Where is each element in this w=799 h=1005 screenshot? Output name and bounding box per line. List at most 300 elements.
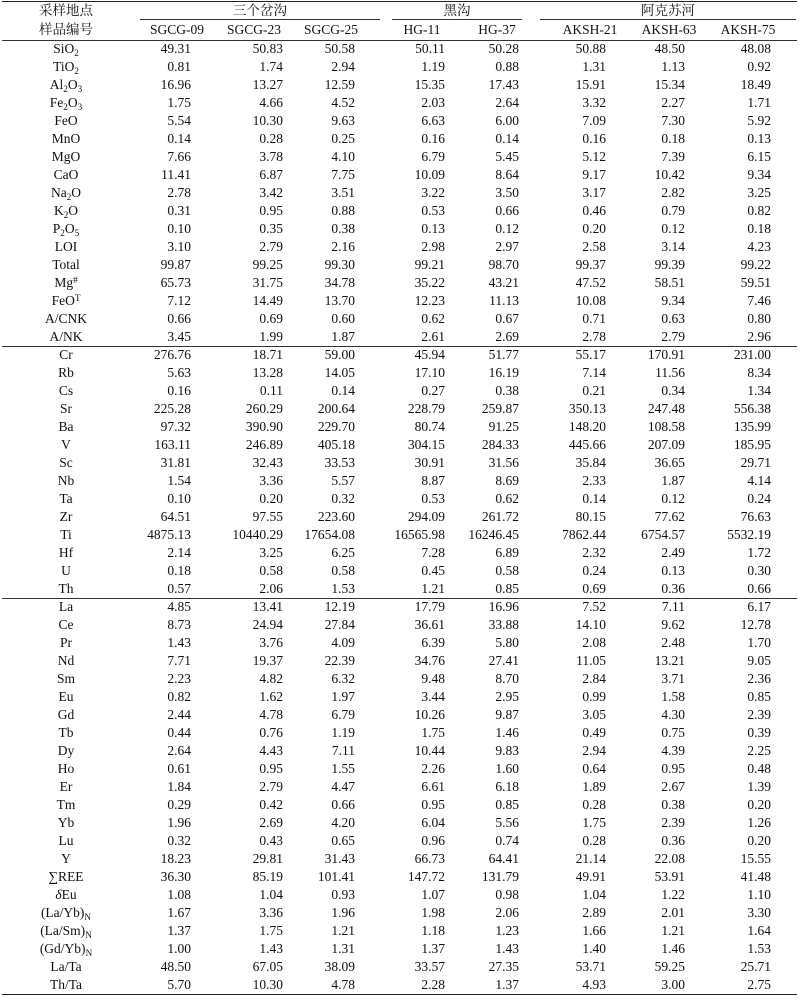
label-text: Nd xyxy=(57,653,75,668)
value-cell: 3.50 xyxy=(495,185,519,200)
label-text: A/NK xyxy=(49,329,83,344)
value-cell: 261.72 xyxy=(481,509,519,524)
value-cell: 80.15 xyxy=(575,509,606,524)
value-cell: 21.14 xyxy=(575,851,606,866)
value-cell: 2.96 xyxy=(747,329,771,344)
value-cell: 0.63 xyxy=(661,311,685,326)
value-cell: 0.20 xyxy=(582,221,606,236)
value-cell: 1.43 xyxy=(495,941,519,956)
value-cell: 207.09 xyxy=(647,437,685,452)
value-cell: 6.15 xyxy=(747,149,771,164)
value-cell: 101.41 xyxy=(317,869,355,884)
label-superscript: # xyxy=(73,274,78,285)
table-row xyxy=(2,634,797,652)
table-row xyxy=(2,346,797,364)
value-cell: 163.11 xyxy=(154,437,191,452)
value-cell: 25.71 xyxy=(740,959,771,974)
value-cell: 1.19 xyxy=(331,725,355,740)
value-cell: 17.10 xyxy=(414,365,445,380)
value-cell: 16565.98 xyxy=(394,527,445,542)
value-cell: 1.53 xyxy=(747,941,771,956)
table-row xyxy=(2,544,797,562)
table-row xyxy=(2,382,797,400)
value-cell: 97.55 xyxy=(252,509,283,524)
label-text: Eu xyxy=(58,689,74,704)
label-text: Sm xyxy=(56,671,75,686)
label-text: Sc xyxy=(59,455,73,470)
value-cell: 9.87 xyxy=(495,707,519,722)
value-cell: 0.95 xyxy=(259,203,283,218)
value-cell: 27.35 xyxy=(488,959,519,974)
value-cell: 0.64 xyxy=(582,761,606,776)
value-cell: 0.38 xyxy=(495,383,519,398)
value-cell: 53.91 xyxy=(654,869,685,884)
value-cell: 1.74 xyxy=(259,59,283,74)
label-text: Ta xyxy=(59,491,73,506)
value-cell: 2.49 xyxy=(661,545,685,560)
value-cell: 284.33 xyxy=(481,437,519,452)
table-row xyxy=(2,868,797,886)
label-text: O xyxy=(71,185,82,200)
value-cell: 7.28 xyxy=(421,545,445,560)
value-cell: 0.34 xyxy=(661,383,685,398)
value-cell: 0.10 xyxy=(167,491,191,506)
label-text: (La/Yb) xyxy=(40,905,85,920)
value-cell: 18.49 xyxy=(740,77,771,92)
value-cell: 11.41 xyxy=(161,167,191,182)
value-cell: 6.79 xyxy=(331,707,355,722)
value-cell: 14.10 xyxy=(575,617,606,632)
value-cell: 5.92 xyxy=(747,113,771,128)
value-cell: 0.57 xyxy=(167,581,191,596)
value-cell: 276.76 xyxy=(153,347,191,362)
value-cell: 3.14 xyxy=(661,239,685,254)
table-row xyxy=(2,454,797,472)
table-row xyxy=(2,886,797,904)
value-cell: 64.51 xyxy=(160,509,191,524)
value-cell: 48.50 xyxy=(654,41,685,56)
value-cell: 0.32 xyxy=(167,833,191,848)
value-cell: 350.13 xyxy=(568,401,606,416)
label-text: Al xyxy=(49,77,64,92)
value-cell: 2.61 xyxy=(421,329,445,344)
value-cell: 3.10 xyxy=(167,239,191,254)
group-header-sangechagou: 三个岔沟 xyxy=(140,2,380,20)
value-cell: 49.31 xyxy=(160,41,191,56)
value-cell: 0.16 xyxy=(421,131,445,146)
group-header-heigou: 黑沟 xyxy=(392,2,522,20)
value-cell: 7.46 xyxy=(747,293,771,308)
value-cell: 6.17 xyxy=(747,599,771,614)
label-text: O xyxy=(67,77,78,92)
value-cell: 8.73 xyxy=(167,617,191,632)
label-subscript: 2 xyxy=(63,83,68,94)
label-text: ∑REE xyxy=(48,869,84,884)
value-cell: 15.91 xyxy=(575,77,606,92)
value-cell: 85.19 xyxy=(252,869,283,884)
value-cell: 3.42 xyxy=(259,185,283,200)
value-cell: 4.09 xyxy=(331,635,355,650)
value-cell: 3.36 xyxy=(259,473,283,488)
value-cell: 0.53 xyxy=(421,203,445,218)
value-cell: 0.76 xyxy=(259,725,283,740)
value-cell: 6754.57 xyxy=(641,527,685,542)
table-row xyxy=(2,904,797,922)
value-cell: 9.83 xyxy=(495,743,519,758)
label-text: Hf xyxy=(58,545,74,560)
value-cell: 1.55 xyxy=(331,761,355,776)
value-cell: 6.32 xyxy=(331,671,355,686)
table-row xyxy=(2,166,797,184)
value-cell: 6.63 xyxy=(421,113,445,128)
value-cell: 2.67 xyxy=(661,779,685,794)
value-cell: 2.64 xyxy=(495,95,519,110)
value-cell: 59.51 xyxy=(740,275,771,290)
value-cell: 9.34 xyxy=(661,293,685,308)
value-cell: 247.48 xyxy=(647,401,685,416)
value-cell: 10.30 xyxy=(252,977,283,992)
label-subscript: 2 xyxy=(60,227,65,238)
label-text: FeO xyxy=(54,113,78,128)
value-cell: 3.05 xyxy=(582,707,606,722)
value-cell: 0.96 xyxy=(421,833,445,848)
value-cell: 4.52 xyxy=(331,95,355,110)
value-cell: 1.18 xyxy=(421,923,445,938)
value-cell: 0.82 xyxy=(747,203,771,218)
value-cell: 16.96 xyxy=(160,77,191,92)
value-cell: 0.95 xyxy=(661,761,685,776)
value-cell: 0.16 xyxy=(167,383,191,398)
value-cell: 27.84 xyxy=(324,617,355,632)
label-text: Pr xyxy=(59,635,72,650)
value-cell: 16246.45 xyxy=(468,527,519,542)
value-cell: 3.17 xyxy=(582,185,606,200)
value-cell: 10440.29 xyxy=(232,527,283,542)
table-row xyxy=(2,292,797,310)
table-row xyxy=(2,490,797,508)
value-cell: 2.78 xyxy=(582,329,606,344)
value-cell: 4.23 xyxy=(747,239,771,254)
value-cell: 12.78 xyxy=(740,617,771,632)
value-cell: 18.23 xyxy=(160,851,191,866)
label-text: Gd xyxy=(57,707,75,722)
value-cell: 4.78 xyxy=(331,977,355,992)
value-cell: 0.28 xyxy=(259,131,283,146)
value-cell: 0.95 xyxy=(259,761,283,776)
value-cell: 99.30 xyxy=(324,257,355,272)
value-cell: 229.70 xyxy=(317,419,355,434)
value-cell: 108.58 xyxy=(647,419,685,434)
value-cell: 0.14 xyxy=(167,131,191,146)
label-text: Tm xyxy=(56,797,76,812)
value-cell: 304.15 xyxy=(407,437,445,452)
value-cell: 99.37 xyxy=(575,257,606,272)
label-text: Lu xyxy=(58,833,74,848)
value-cell: 225.28 xyxy=(153,401,191,416)
value-cell: 1.23 xyxy=(495,923,519,938)
value-cell: 0.95 xyxy=(421,797,445,812)
value-cell: 7.75 xyxy=(331,167,355,182)
value-cell: 8.34 xyxy=(747,365,771,380)
value-cell: 43.21 xyxy=(488,275,519,290)
value-cell: 1.87 xyxy=(661,473,685,488)
value-cell: 1.62 xyxy=(259,689,283,704)
value-cell: 38.09 xyxy=(324,959,355,974)
label-text: Fe xyxy=(49,95,64,110)
value-cell: 0.66 xyxy=(495,203,519,218)
value-cell: 7.30 xyxy=(661,113,685,128)
label-text: O xyxy=(67,95,78,110)
value-cell: 0.16 xyxy=(582,131,606,146)
label-text: Ti xyxy=(60,527,72,542)
table-section xyxy=(2,40,797,346)
table-row xyxy=(2,274,797,292)
value-cell: 1.46 xyxy=(661,941,685,956)
value-cell: 1.40 xyxy=(582,941,606,956)
table-row xyxy=(2,400,797,418)
sample-id: HG-11 xyxy=(403,22,441,37)
label-text: Sr xyxy=(59,401,72,416)
value-cell: 0.74 xyxy=(495,833,519,848)
value-cell: 1.67 xyxy=(167,905,191,920)
value-cell: 0.66 xyxy=(331,797,355,812)
value-cell: 31.43 xyxy=(324,851,355,866)
value-cell: 10.26 xyxy=(414,707,445,722)
table-row xyxy=(2,598,797,616)
value-cell: 231.00 xyxy=(733,347,771,362)
value-cell: 2.64 xyxy=(167,743,191,758)
value-cell: 31.75 xyxy=(252,275,283,290)
value-cell: 1.04 xyxy=(259,887,283,902)
value-cell: 1.75 xyxy=(167,95,191,110)
value-cell: 2.32 xyxy=(582,545,606,560)
table-row xyxy=(2,670,797,688)
value-cell: 0.18 xyxy=(747,221,771,236)
sample-id: AKSH-63 xyxy=(641,22,697,37)
value-cell: 2.98 xyxy=(421,239,445,254)
value-cell: 5.12 xyxy=(582,149,606,164)
value-cell: 0.85 xyxy=(747,689,771,704)
table-section xyxy=(2,346,797,598)
label-subscript: 2 xyxy=(74,47,79,58)
sample-id: SGCG-09 xyxy=(149,22,204,37)
value-cell: 4.39 xyxy=(661,743,685,758)
value-cell: 405.18 xyxy=(317,437,355,452)
value-cell: 99.25 xyxy=(252,257,283,272)
value-cell: 5.54 xyxy=(167,113,191,128)
label-text: Yb xyxy=(57,815,75,830)
label-subscript: 2 xyxy=(63,101,68,112)
value-cell: 0.82 xyxy=(167,689,191,704)
label-text: Th/Ta xyxy=(49,977,83,992)
value-cell: 3.32 xyxy=(582,95,606,110)
value-cell: 12.59 xyxy=(324,77,355,92)
value-cell: 0.42 xyxy=(259,797,283,812)
value-cell: 55.17 xyxy=(575,347,606,362)
table-row xyxy=(2,328,797,346)
value-cell: 9.48 xyxy=(421,671,445,686)
value-cell: 135.99 xyxy=(733,419,771,434)
table-row xyxy=(2,130,797,148)
table-row xyxy=(2,202,797,220)
value-cell: 1.31 xyxy=(582,59,606,74)
value-cell: 2.16 xyxy=(331,239,355,254)
value-cell: 34.76 xyxy=(414,653,445,668)
table-row xyxy=(2,976,797,994)
sample-id: SGCG-23 xyxy=(226,22,281,37)
table-row xyxy=(2,310,797,328)
value-cell: 5.70 xyxy=(167,977,191,992)
value-cell: 1.89 xyxy=(582,779,606,794)
value-cell: 1.96 xyxy=(167,815,191,830)
value-cell: 35.84 xyxy=(575,455,606,470)
value-cell: 2.01 xyxy=(661,905,685,920)
value-cell: 4.85 xyxy=(167,599,191,614)
value-cell: 13.27 xyxy=(252,77,283,92)
label-text: O xyxy=(64,221,75,236)
value-cell: 0.24 xyxy=(582,563,606,578)
value-cell: 223.60 xyxy=(317,509,355,524)
sample-id: SGCG-25 xyxy=(303,22,358,37)
value-cell: 0.85 xyxy=(495,797,519,812)
value-cell: 17654.08 xyxy=(304,527,355,542)
value-cell: 6.18 xyxy=(495,779,519,794)
value-cell: 67.05 xyxy=(252,959,283,974)
value-cell: 2.33 xyxy=(582,473,606,488)
value-cell: 36.61 xyxy=(414,617,445,632)
value-cell: 2.82 xyxy=(661,185,685,200)
value-cell: 0.79 xyxy=(661,203,685,218)
value-cell: 3.30 xyxy=(747,905,771,920)
table-row xyxy=(2,76,797,94)
value-cell: 7.09 xyxy=(582,113,606,128)
label-subscript: 3 xyxy=(77,101,83,112)
value-cell: 9.05 xyxy=(747,653,771,668)
value-cell: 228.79 xyxy=(407,401,445,416)
label-text: Dy xyxy=(57,743,75,758)
value-cell: 2.94 xyxy=(331,59,355,74)
value-cell: 66.73 xyxy=(414,851,445,866)
value-cell: 0.62 xyxy=(421,311,445,326)
value-cell: 64.41 xyxy=(488,851,519,866)
value-cell: 185.95 xyxy=(733,437,771,452)
table-row xyxy=(2,508,797,526)
value-cell: 36.30 xyxy=(160,869,191,884)
value-cell: 0.27 xyxy=(421,383,445,398)
value-cell: 294.09 xyxy=(407,509,445,524)
label-text: V xyxy=(61,437,71,452)
table-row xyxy=(2,238,797,256)
value-cell: 2.48 xyxy=(661,635,685,650)
value-cell: 0.18 xyxy=(661,131,685,146)
value-cell: 3.78 xyxy=(259,149,283,164)
table-row xyxy=(2,760,797,778)
value-cell: 12.23 xyxy=(414,293,445,308)
value-cell: 6.79 xyxy=(421,149,445,164)
value-cell: 1.53 xyxy=(331,581,355,596)
label-italic: δ xyxy=(55,887,62,902)
value-cell: 49.91 xyxy=(575,869,606,884)
value-cell: 0.66 xyxy=(747,581,771,596)
value-cell: 8.70 xyxy=(495,671,519,686)
value-cell: 260.29 xyxy=(245,401,283,416)
value-cell: 59.00 xyxy=(324,347,355,362)
value-cell: 3.76 xyxy=(259,635,283,650)
value-cell: 1.98 xyxy=(421,905,445,920)
value-cell: 4.10 xyxy=(331,149,355,164)
value-cell: 1.34 xyxy=(747,383,771,398)
value-cell: 5.56 xyxy=(495,815,519,830)
value-cell: 1.70 xyxy=(747,635,771,650)
value-cell: 0.35 xyxy=(259,221,283,236)
value-cell: 10.09 xyxy=(414,167,445,182)
label-text: CaO xyxy=(53,167,79,182)
value-cell: 0.13 xyxy=(421,221,445,236)
value-cell: 5.45 xyxy=(495,149,519,164)
table-row xyxy=(2,616,797,634)
value-cell: 0.14 xyxy=(331,383,355,398)
value-cell: 0.58 xyxy=(259,563,283,578)
label-subscript: 2 xyxy=(66,191,72,202)
value-cell: 0.20 xyxy=(747,833,771,848)
value-cell: 14.49 xyxy=(252,293,283,308)
label-text: La xyxy=(58,599,74,614)
label-text: Na xyxy=(50,185,67,200)
value-cell: 1.08 xyxy=(167,887,191,902)
value-cell: 2.39 xyxy=(747,707,771,722)
value-cell: 0.49 xyxy=(582,725,606,740)
value-cell: 0.61 xyxy=(167,761,191,776)
value-cell: 3.71 xyxy=(661,671,685,686)
value-cell: 0.25 xyxy=(331,131,355,146)
label-text: La/Ta xyxy=(50,959,82,974)
value-cell: 13.28 xyxy=(252,365,283,380)
value-cell: 0.13 xyxy=(747,131,771,146)
value-cell: 99.22 xyxy=(740,257,771,272)
value-cell: 10.42 xyxy=(654,167,685,182)
table-row xyxy=(2,850,797,868)
value-cell: 0.11 xyxy=(259,383,283,398)
label-text: Th xyxy=(58,581,74,596)
value-cell: 45.94 xyxy=(414,347,445,362)
value-cell: 0.45 xyxy=(421,563,445,578)
value-cell: 0.85 xyxy=(495,581,519,596)
value-cell: 50.28 xyxy=(488,41,519,56)
value-cell: 1.54 xyxy=(167,473,191,488)
value-cell: 0.10 xyxy=(167,221,191,236)
value-cell: 7.52 xyxy=(582,599,606,614)
value-cell: 2.69 xyxy=(495,329,519,344)
table-row xyxy=(2,184,797,202)
value-cell: 2.39 xyxy=(661,815,685,830)
value-cell: 7.11 xyxy=(661,599,685,614)
value-cell: 3.25 xyxy=(259,545,283,560)
table-row xyxy=(2,256,797,274)
value-cell: 1.96 xyxy=(331,905,355,920)
table-row xyxy=(2,958,797,976)
value-cell: 0.28 xyxy=(582,833,606,848)
value-cell: 91.25 xyxy=(488,419,519,434)
table-row xyxy=(2,688,797,706)
value-cell: 1.04 xyxy=(582,887,606,902)
label-subscript: N xyxy=(84,911,92,922)
label-text: P xyxy=(52,221,61,236)
group-header-akesuhe: 阿克苏河 xyxy=(540,2,796,20)
value-cell: 6.61 xyxy=(421,779,445,794)
value-cell: 13.70 xyxy=(324,293,355,308)
value-cell: 2.79 xyxy=(661,329,685,344)
value-cell: 0.14 xyxy=(582,491,606,506)
